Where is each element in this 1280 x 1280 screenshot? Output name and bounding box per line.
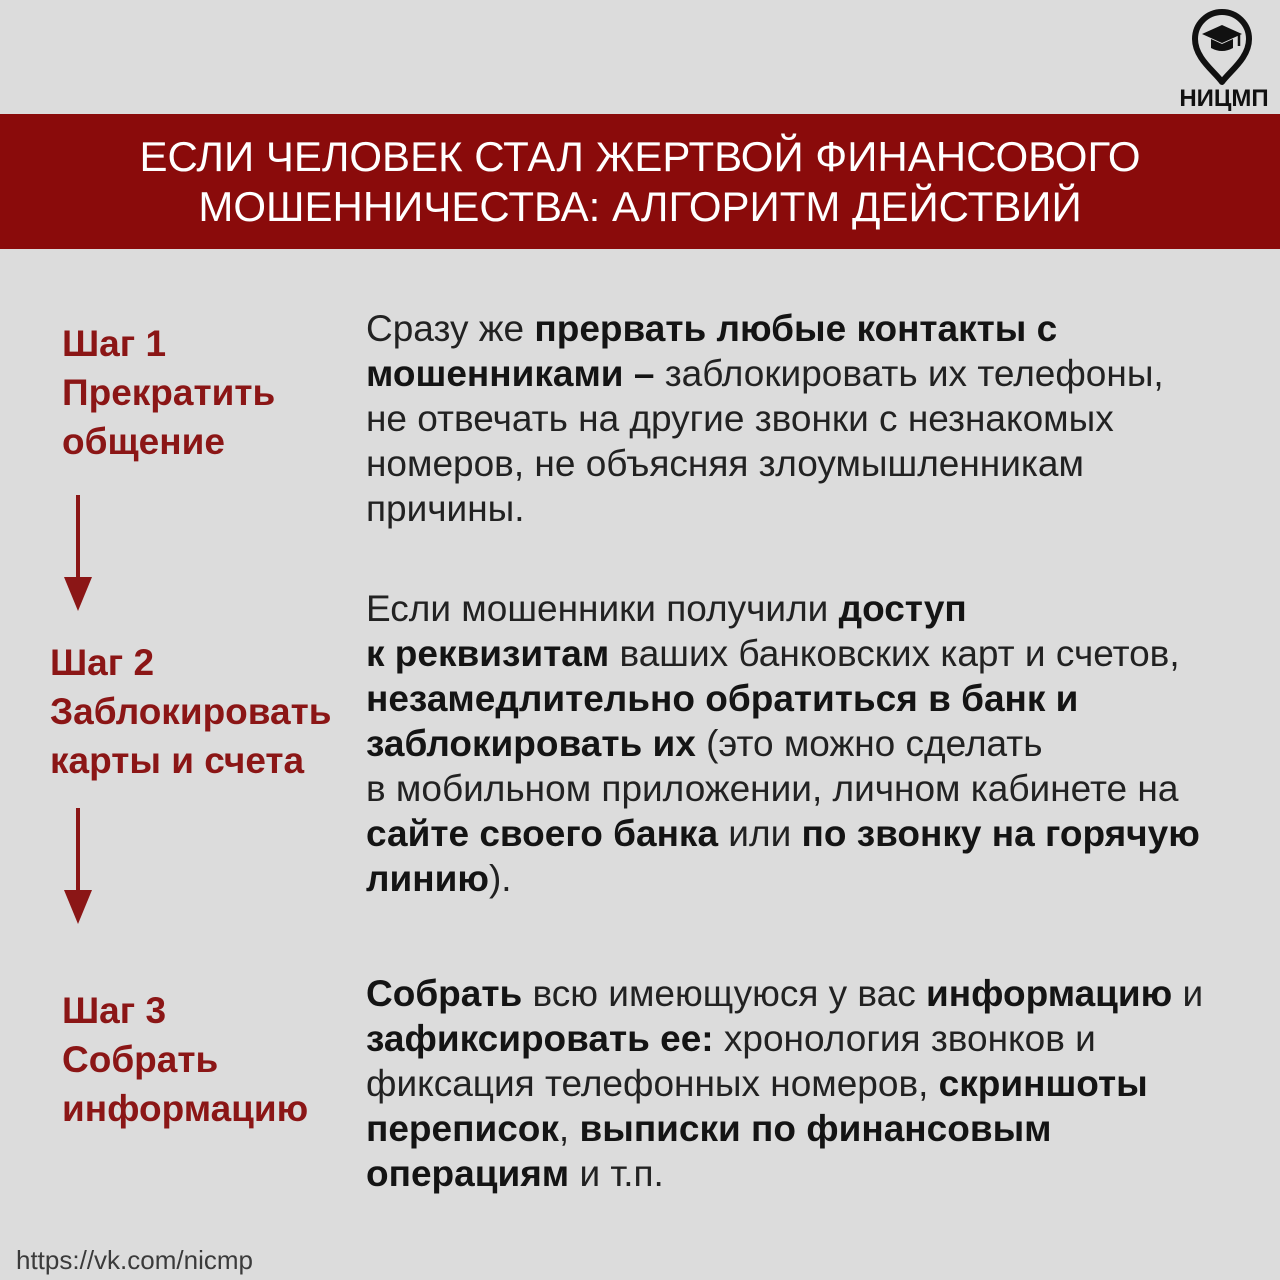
text-segment: в мобильном приложении, личном кабинете на xyxy=(366,768,1179,809)
step-title-line: Прекратить xyxy=(62,372,276,413)
text-line xyxy=(366,586,1266,631)
logo xyxy=(1176,4,1272,112)
bold-text-segment: сайте своего банка xyxy=(366,813,719,854)
text-line xyxy=(366,396,1266,441)
text-segment: номеров, не объясняя злоумышленникам xyxy=(366,443,1084,484)
bold-text-segment: мошенниками – xyxy=(366,353,655,394)
text-line xyxy=(366,1151,1266,1196)
text-line xyxy=(366,486,1266,531)
text-line xyxy=(366,856,1266,901)
step-title-line: Собрать xyxy=(62,1039,219,1080)
down-arrow-icon xyxy=(58,806,98,926)
step-title-line: карты и счета xyxy=(50,740,305,781)
step-1-description xyxy=(366,306,1266,531)
graduation-cap-pin-icon xyxy=(1182,4,1262,88)
text-segment: или xyxy=(718,813,802,854)
text-segment: (это можно сделать xyxy=(695,723,1043,764)
step-title-line: информацию xyxy=(62,1088,309,1129)
step-3-title xyxy=(62,986,308,1133)
bold-text-segment: заблокировать их xyxy=(366,723,696,764)
bold-text-segment: зафиксировать ее: xyxy=(366,1018,714,1059)
down-arrow-icon xyxy=(58,493,98,613)
text-line xyxy=(366,631,1266,676)
text-segment: Сразу же xyxy=(366,308,535,349)
text-line xyxy=(366,351,1266,396)
text-line xyxy=(366,811,1266,856)
text-line xyxy=(366,676,1266,721)
step-3-description xyxy=(366,971,1266,1196)
source-url: https://vk.com/nicmp xyxy=(16,1245,253,1275)
step-2-description xyxy=(366,586,1266,901)
step-label: Шаг 2 xyxy=(50,642,155,683)
logo-text: НИЦМП xyxy=(1179,85,1269,112)
text-line xyxy=(366,306,1266,351)
text-segment: и xyxy=(1172,973,1204,1014)
bold-text-segment: операциям xyxy=(366,1153,570,1194)
bold-text-segment: по звонку на горячую xyxy=(801,813,1200,854)
text-segment: причины. xyxy=(366,488,525,529)
bold-text-segment: линию xyxy=(366,858,489,899)
bold-text-segment: к реквизитам xyxy=(366,633,610,674)
text-segment: всю имеющуюся у вас xyxy=(522,973,927,1014)
text-segment: ). xyxy=(488,858,512,899)
title-banner xyxy=(0,114,1280,249)
bold-text-segment: доступ xyxy=(838,588,967,629)
step-label: Шаг 1 xyxy=(62,323,167,364)
text-line xyxy=(366,1016,1266,1061)
text-segment: не отвечать на другие звонки с незнакомых xyxy=(366,398,1114,439)
step-label: Шаг 3 xyxy=(62,990,167,1031)
text-segment: хронология звонков и xyxy=(713,1018,1096,1059)
text-segment: фиксация телефонных номеров, xyxy=(366,1063,939,1104)
text-segment: ваших банковских карт и счетов, xyxy=(609,633,1180,674)
text-line xyxy=(366,1106,1266,1151)
text-line xyxy=(366,766,1266,811)
step-2-title xyxy=(50,638,331,785)
bold-text-segment: переписок xyxy=(366,1108,559,1149)
text-line xyxy=(366,1061,1266,1106)
bold-text-segment: прервать любые контакты с xyxy=(534,308,1058,349)
text-segment: Если мошенники получили xyxy=(366,588,839,629)
step-title-line: Заблокировать xyxy=(50,691,332,732)
bold-text-segment: Собрать xyxy=(366,973,523,1014)
text-segment: , xyxy=(558,1108,580,1149)
bold-text-segment: скриншоты xyxy=(938,1063,1148,1104)
step-title-line: общение xyxy=(62,421,225,462)
text-segment: и т.п. xyxy=(569,1153,664,1194)
text-line xyxy=(366,721,1266,766)
banner-title-line: ЕСЛИ ЧЕЛОВЕК СТАЛ ЖЕРТВОЙ ФИНАНСОВОГО xyxy=(139,133,1141,180)
text-line xyxy=(366,441,1266,486)
text-segment: заблокировать их телефоны, xyxy=(654,353,1164,394)
banner-title-line: МОШЕННИЧЕСТВА: АЛГОРИТМ ДЕЙСТВИЙ xyxy=(198,183,1082,230)
text-line xyxy=(366,971,1266,1016)
bold-text-segment: выписки по финансовым xyxy=(579,1108,1052,1149)
bold-text-segment: незамедлительно обратиться в банк и xyxy=(366,678,1079,719)
step-1-title xyxy=(62,319,275,466)
bold-text-segment: информацию xyxy=(926,973,1173,1014)
